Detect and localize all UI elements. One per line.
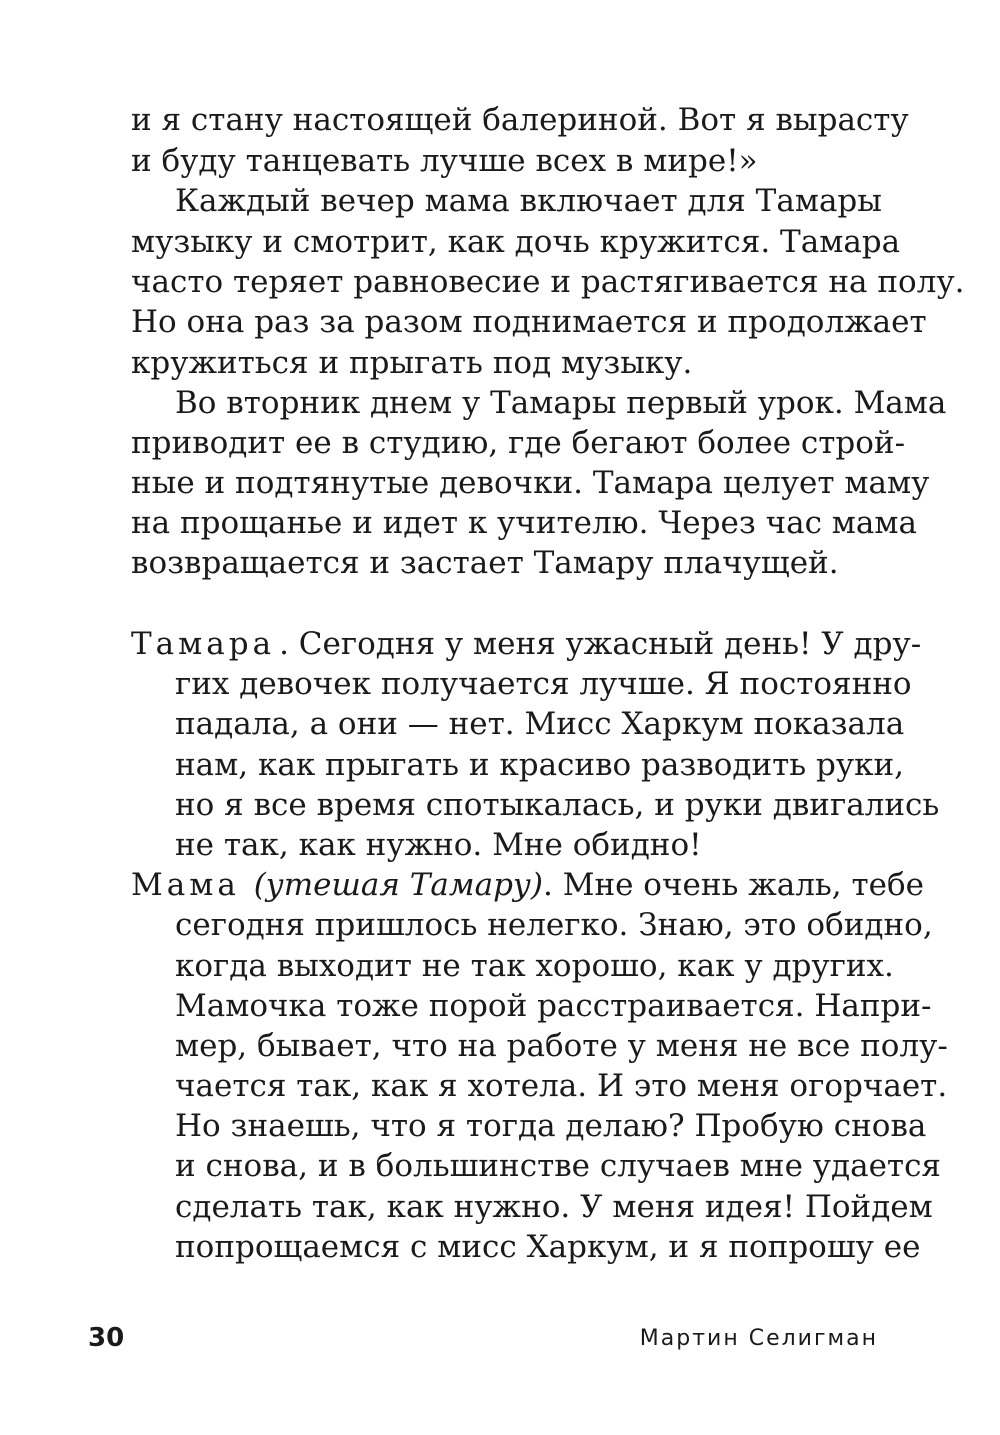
dialogue-tamara-line-6: не так, как нужно. Мне обидно! (175, 827, 702, 863)
dialogue-mama-line-9: сделать так, как нужно. У меня идея! Пойдем (175, 1189, 933, 1225)
dialogue-text: . Мне очень жаль, тебе (543, 867, 924, 903)
dialogue-mama-line-3: когда выходит не так хорошо, как у других. (175, 948, 894, 984)
dialogue-mama-line-6: чается так, как я хотела. И это меня огорчает. (175, 1068, 948, 1104)
paragraph-3-line-5: возвращается и застает Тамару плачущей. (131, 545, 839, 581)
dialogue-tamara-line-4: нам, как прыгать и красиво разводить руки, (175, 747, 904, 783)
paragraph-2-line-1: Каждый вечер мама включает для Тамары (175, 183, 882, 219)
dialogue-mama-line-10: попрощаемся с мисс Харкум, и я попрошу ее (175, 1229, 921, 1265)
paragraph-2-line-3: часто теряет равновесие и растягивается на полу. (131, 264, 965, 300)
dialogue-mama-line-8: и снова, и в большинстве случаев мне удается (175, 1148, 941, 1184)
paragraph-1-line-1: и я стану настоящей балериной. Вот я вырасту (131, 102, 909, 138)
paragraph-3-line-4: на прощанье и идет к учителю. Через час мама (131, 505, 917, 541)
speaker-name: Мама (131, 867, 240, 903)
paragraph-3-line-2: приводит ее в студию, где бегают более строй- (131, 425, 906, 461)
dialogue-tamara-line-3: падала, а они — нет. Мисс Харкум показала (175, 706, 905, 742)
paragraph-2-line-4: Но она раз за разом поднимается и продолжает (131, 304, 927, 340)
dialogue-mama-line-4: Мамочка тоже порой расстраивается. Напри- (175, 988, 932, 1024)
dialogue-tamara-line-5: но я все время спотыкалась, и руки двигались (175, 787, 940, 823)
dialogue-mama-line-5: мер, бывает, что на работе у меня не все полу- (175, 1028, 948, 1064)
paragraph-2-line-2: музыку и смотрит, как дочь кружится. Тамара (131, 224, 901, 260)
stage-direction: (утешая Тамару) (253, 867, 543, 903)
dialogue-text: . Сегодня у меня ужасный день! У дру- (279, 626, 922, 662)
dialogue-mama-line-2: сегодня пришлось нелегко. Знаю, это обидно, (175, 907, 933, 943)
paragraph-3-line-1: Во вторник днем у Тамары первый урок. Мама (175, 385, 947, 421)
dialogue-tamara-line-2: гих девочек получается лучше. Я постоянно (175, 666, 912, 702)
dialogue-mama-line-7: Но знаешь, что я тогда делаю? Пробую снова (175, 1108, 927, 1144)
page-number: 30 (88, 1323, 125, 1353)
speaker-name: Тамара (131, 626, 276, 662)
paragraph-1-line-2: и буду танцевать лучше всех в мире!» (131, 143, 758, 179)
paragraph-2-line-5: кружиться и прыгать под музыку. (131, 345, 693, 381)
paragraph-3-line-3: ные и подтянутые девочки. Тамара целует маму (131, 465, 930, 501)
running-head: Мартин Селигман (639, 1326, 878, 1351)
dialogue-tamara-line-1 (131, 624, 922, 664)
dialogue-mama-line-1 (131, 865, 924, 905)
